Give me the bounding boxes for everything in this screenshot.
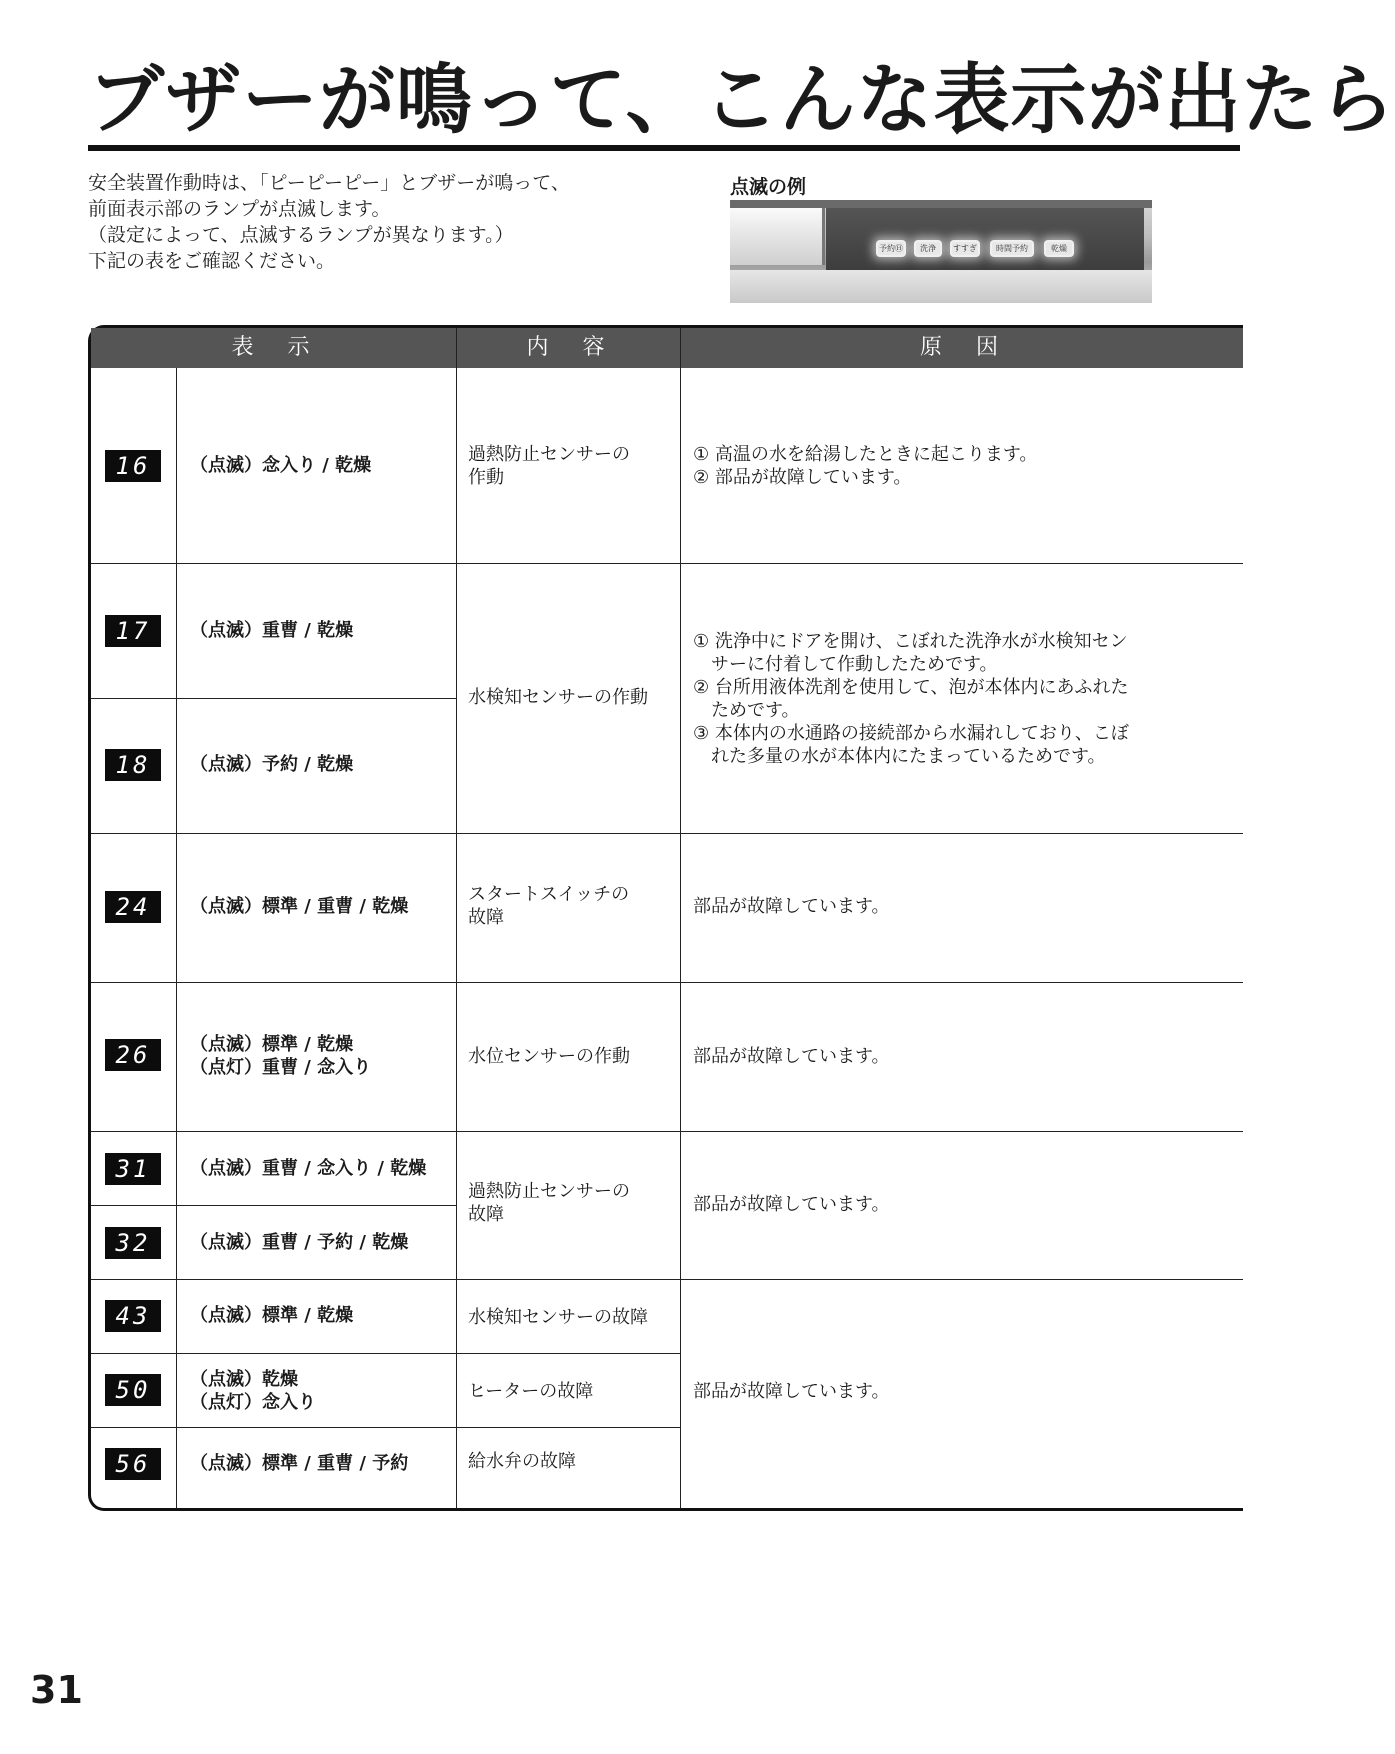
display-text: （点滅）標準 / 乾燥 <box>190 1305 354 1326</box>
divider <box>680 328 681 1508</box>
content-text: 給水弁の故障 <box>468 1451 576 1472</box>
display-text: （点滅）標準 / 重曹 / 乾燥 <box>190 896 409 917</box>
divider <box>91 698 457 699</box>
error-code-18: 18 <box>105 749 161 781</box>
content-text: 故障 <box>468 1204 504 1225</box>
header-cause: 原 因 <box>681 328 1243 368</box>
error-code-table <box>88 325 1243 1511</box>
error-code-31: 31 <box>105 1153 161 1185</box>
cause-text: ためです。 <box>693 700 800 721</box>
cause-text: サーに付着して作動したためです。 <box>693 654 998 675</box>
display-text: （点滅）乾燥 <box>190 1369 298 1390</box>
intro-line: 安全装置作動時は、「ピーピーピー」とブザーが鳴って、 <box>88 172 570 194</box>
intro-line: 下記の表をご確認ください。 <box>88 250 336 272</box>
display-text: （点滅）重曹 / 念入り / 乾燥 <box>190 1158 427 1179</box>
cause-text: れた多量の水が本体内にたまっているためです。 <box>693 746 1106 767</box>
cause-text: ② 台所用液体洗剤を使用して、泡が本体内にあふれた <box>693 677 1129 698</box>
page-title: ブザーが鳴って、こんな表示が出たら <box>88 55 1395 144</box>
error-code-50: 50 <box>105 1374 161 1406</box>
cause-text: ② 部品が故障しています。 <box>693 467 912 488</box>
header-content: 内 容 <box>457 328 680 368</box>
content-text: 水検知センサーの作動 <box>468 687 648 708</box>
content-text: 故障 <box>468 907 504 928</box>
page-number: 31 <box>30 1668 83 1712</box>
content-text: 水検知センサーの故障 <box>468 1307 648 1328</box>
intro-line: 前面表示部のランプが点滅します。 <box>88 198 391 220</box>
cause-text: ③ 本体内の水通路の接続部から水漏れしており、こぼ <box>693 723 1129 744</box>
divider <box>91 833 1243 834</box>
error-code-17: 17 <box>105 615 161 647</box>
content-text: 過熱防止センサーの <box>468 444 630 465</box>
lamp-wash: 洗浄 <box>916 242 940 255</box>
display-text: （点滅）念入り / 乾燥 <box>190 455 372 476</box>
title-rule <box>88 145 1240 151</box>
cause-text: 部品が故障しています。 <box>693 896 890 917</box>
divider <box>91 563 1243 564</box>
intro-line: （設定によって、点滅するランプが異なります。） <box>88 224 514 246</box>
divider <box>91 982 1243 983</box>
grape-icon: ❙⁂ <box>1186 239 1212 255</box>
divider <box>91 1279 1243 1280</box>
content-text: スタートスイッチの <box>468 884 630 905</box>
cause-text: 部品が故障しています。 <box>693 1381 890 1402</box>
control-panel-photo <box>730 200 1212 303</box>
display-text: （点灯）重曹 / 念入り <box>190 1057 372 1078</box>
intro-text <box>88 170 570 274</box>
eco-label: Eco <box>1152 244 1169 254</box>
error-code-26: 26 <box>105 1039 161 1071</box>
cause-text: 部品が故障しています。 <box>693 1046 890 1067</box>
error-code-32: 32 <box>105 1227 161 1259</box>
error-code-56: 56 <box>105 1448 161 1480</box>
panel-display <box>826 208 1212 270</box>
display-text: （点滅）重曹 / 予約 / 乾燥 <box>190 1232 409 1253</box>
display-text: （点滅）標準 / 乾燥 <box>190 1034 354 1055</box>
display-text: （点滅）標準 / 重曹 / 予約 <box>190 1453 409 1474</box>
display-text: （点滅）重曹 / 乾燥 <box>190 620 354 641</box>
content-text: 過熱防止センサーの <box>468 1181 630 1202</box>
error-code-24: 24 <box>105 891 161 923</box>
cause-text: ① 洗浄中にドアを開け、こぼれた洗浄水が水検知セン <box>693 631 1128 652</box>
display-text: （点滅）予約 / 乾燥 <box>190 754 354 775</box>
display-text: （点灯）念入り <box>190 1392 316 1413</box>
content-text: ヒーターの故障 <box>468 1381 594 1402</box>
lamp-dry: 乾燥 <box>1046 242 1072 255</box>
lamp-timer: 時間予約 <box>992 242 1032 255</box>
lamp-reserve: 予約Ⓗ <box>879 244 903 253</box>
divider <box>456 328 457 1508</box>
divider <box>91 1205 457 1206</box>
cause-text: 部品が故障しています。 <box>693 1194 890 1215</box>
cause-text: ① 高温の水を給湯したときに起こります。 <box>693 444 1038 465</box>
lamp-rinse: すすぎ <box>952 244 978 253</box>
content-text: 水位センサーの作動 <box>468 1046 630 1067</box>
door-handle <box>730 208 825 265</box>
divider <box>176 368 177 1508</box>
divider <box>91 1427 681 1428</box>
error-code-43: 43 <box>105 1300 161 1332</box>
content-text: 作動 <box>468 467 504 488</box>
divider <box>91 1353 681 1354</box>
header-display: 表 示 <box>91 328 456 368</box>
example-label: 点滅の例 <box>730 176 807 198</box>
error-code-16: 16 <box>105 450 161 482</box>
divider <box>91 1131 1243 1132</box>
